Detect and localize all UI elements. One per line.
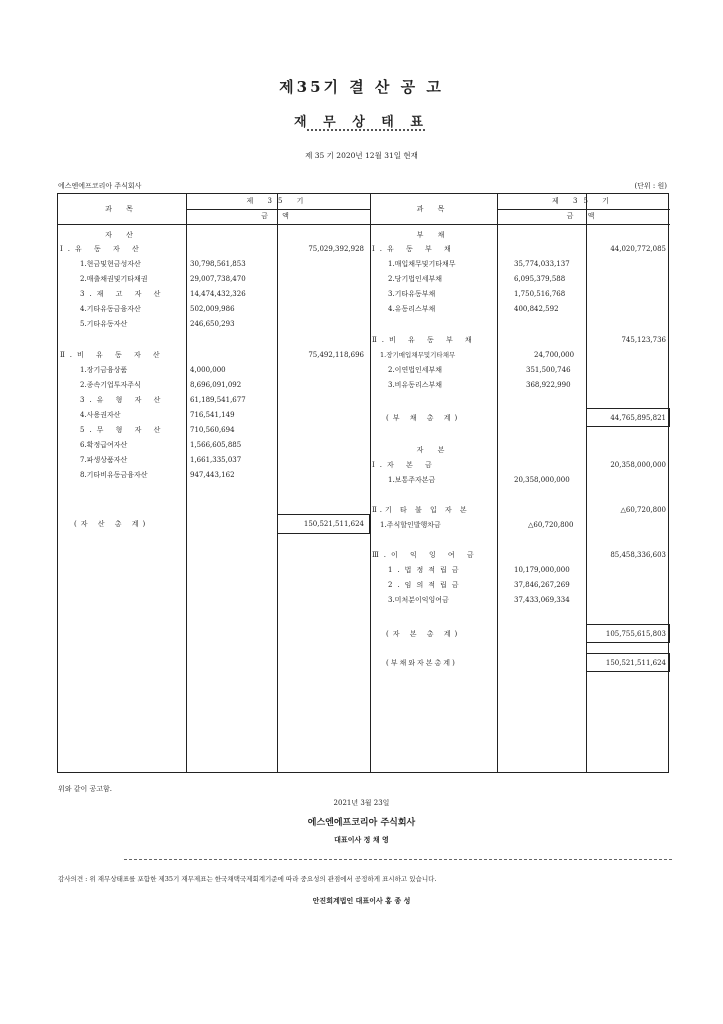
section-assets: 자 산 — [105, 231, 139, 239]
header-subject-right: 과 목 — [416, 205, 451, 213]
row-total: △60,720,800 — [620, 506, 666, 514]
row-amount: 1,750,516,768 — [514, 290, 566, 298]
row-label: 3.미처분이익잉여금 — [388, 596, 449, 604]
row-total: 75,492,118,696 — [308, 351, 364, 359]
row-total: 44,020,772,085 — [610, 245, 666, 253]
ceo-name: 대표이사 정 채 영 — [334, 835, 389, 844]
assets-total-label: (자 산 총 계) — [74, 520, 150, 528]
liabilities-total-label: (부 채 총 계) — [386, 414, 462, 422]
col-divider — [370, 194, 371, 772]
row-amount: 30,798,561,853 — [190, 260, 246, 268]
footer-company: 에스엔에프코리아 주식회사 — [307, 818, 416, 828]
row-amount: 947,443,162 — [190, 471, 235, 479]
row-amount: 8,696,091,092 — [190, 381, 242, 389]
unit-label: (단위 : 원) — [634, 182, 667, 190]
col-divider — [497, 194, 498, 772]
row-label: 4.사용권자산 — [80, 411, 121, 419]
row-label: 2.이연법인세부채 — [388, 366, 443, 374]
row-total: 75,029,392,928 — [308, 245, 364, 253]
section-equity: 자 본 — [416, 446, 451, 454]
dashed-divider — [124, 859, 672, 860]
row-amount: 24,700,000 — [534, 351, 575, 359]
row-amount: 37,433,069,334 — [514, 596, 570, 604]
row-amount: 10,179,000,000 — [514, 566, 570, 574]
row-label: 1.매입채무및기타채무 — [388, 260, 456, 268]
header-period-right: 제 35 기 — [552, 197, 615, 205]
statement-title: 재 무 상 태 표 — [294, 115, 429, 130]
header-amount-left: 금 액 — [261, 212, 295, 220]
row-amount: 20,358,000,000 — [514, 476, 570, 484]
row-label: 5.무 형 자 산 — [80, 426, 166, 434]
header-subject-left: 과 목 — [105, 205, 139, 213]
row-label: 3.기타유동부채 — [388, 290, 436, 298]
header-period-left: 제 35 기 — [246, 197, 310, 205]
row-label: 3.유 형 자 산 — [80, 396, 166, 404]
row-label: 4.유동리스부채 — [388, 305, 436, 313]
liabilities-equity-total: 150,521,511,624 — [605, 659, 666, 667]
row-amount: 6,095,379,588 — [514, 275, 566, 283]
row-label: 4.기타유동금융자산 — [80, 305, 141, 313]
row-amount: 716,541,149 — [190, 411, 235, 419]
row-amount: 61,189,541,677 — [190, 396, 246, 404]
row-label: 8.기타비유동금융자산 — [80, 471, 148, 479]
row-label: Ⅰ.유 동 부 채 — [372, 245, 456, 253]
row-label: Ⅱ.비 유 동 부 채 — [372, 336, 477, 344]
header-subline — [497, 209, 670, 210]
row-amount: 35,774,033,137 — [514, 260, 570, 268]
row-label: 7.파생상품자산 — [80, 456, 128, 464]
header-amount-right: 금 액 — [566, 212, 601, 220]
equity-total-label: (자 본 총 계) — [386, 630, 462, 638]
notice-text: 위와 같이 공고함. — [58, 785, 113, 793]
section-liabilities: 부 채 — [416, 231, 451, 239]
row-label: Ⅰ.유 동 자 산 — [60, 245, 144, 253]
audit-opinion: 감사의견 : 위 재무상태표를 포함한 제35기 재무제표는 한국채택국제회계기준에 따라 중요성의 관점에서 공정하게 표시하고 있습니다. — [58, 875, 437, 883]
row-label: 3.비유동리스부채 — [388, 381, 443, 389]
row-label: 2.매출채권및기타채권 — [80, 275, 148, 283]
row-label: Ⅲ.이 익 잉 여 금 — [372, 551, 479, 559]
title-underline — [307, 129, 425, 131]
row-amount: 37,846,267,269 — [514, 581, 570, 589]
row-amount: 246,650,293 — [190, 320, 235, 328]
row-label: 3.재 고 자 산 — [80, 290, 166, 298]
row-total: 745,123,736 — [621, 336, 666, 344]
balance-sheet-table — [57, 193, 669, 773]
company-name: 에스엔에프코리아 주식회사 — [58, 182, 142, 190]
row-amount: 29,007,738,470 — [190, 275, 246, 283]
row-amount: 400,842,592 — [514, 305, 559, 313]
row-label: 2.임의적립금 — [388, 581, 464, 589]
col-divider — [186, 194, 187, 772]
row-amount: 351,500,746 — [526, 366, 571, 374]
row-label: 1.법정적립금 — [388, 566, 464, 574]
row-amount: 1,566,605,885 — [190, 441, 242, 449]
row-label: 5.기타유동자산 — [80, 320, 128, 328]
row-total: 20,358,000,000 — [610, 461, 666, 469]
header-subline — [186, 209, 370, 210]
row-label: 1.주식할인발행차금 — [380, 521, 441, 529]
notice-date: 2021년 3월 23일 — [333, 799, 390, 807]
col-divider — [586, 194, 587, 772]
liabilities-total: 44,765,895,821 — [610, 414, 666, 422]
col-divider — [277, 194, 278, 772]
row-label: Ⅱ.기 타 불 입 자 본 — [372, 506, 470, 514]
liabilities-equity-total-label: (부채와자본총계) — [386, 659, 457, 667]
row-amount: 368,922,990 — [526, 381, 571, 389]
row-amount: 4,000,000 — [190, 366, 226, 374]
report-period: 제 35 기 2020년 12월 31일 현재 — [305, 151, 418, 160]
page-title: 제35기 결 산 공 고 — [279, 78, 444, 96]
row-label: 2.종속기업투자주식 — [80, 381, 141, 389]
row-amount: △60,720,800 — [528, 521, 574, 529]
assets-total: 150,521,511,624 — [303, 520, 364, 528]
auditor-name: 안진회계법인 대표이사 홍 종 성 — [312, 896, 411, 905]
row-label: 1.장기금융상품 — [80, 366, 128, 374]
row-label: 1.보통주자본금 — [388, 476, 436, 484]
row-label: Ⅱ.비 유 동 자 산 — [60, 351, 165, 359]
header-bottom-line — [58, 224, 670, 225]
row-amount: 1,661,335,037 — [190, 456, 242, 464]
row-label: 1.장기매입채무및기타채무 — [380, 351, 456, 359]
row-label: 2.당기법인세부채 — [388, 275, 443, 283]
equity-total: 105,755,615,803 — [605, 630, 666, 638]
row-amount: 502,009,986 — [190, 305, 235, 313]
row-label: Ⅰ.자 본 금 — [372, 461, 437, 469]
row-label: 6.확정급여자산 — [80, 441, 128, 449]
row-total: 85,458,336,603 — [610, 551, 666, 559]
row-amount: 14,474,432,326 — [190, 290, 246, 298]
row-amount: 710,560,694 — [190, 426, 235, 434]
row-label: 1.현금및현금성자산 — [80, 260, 141, 268]
